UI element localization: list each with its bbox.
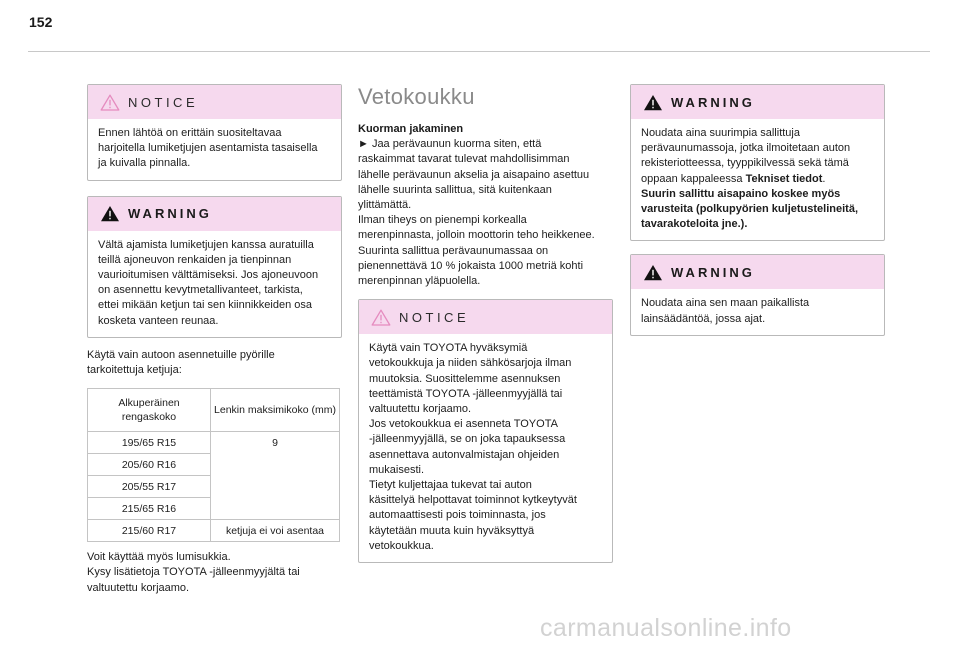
text-line: mukaisesti. xyxy=(369,463,425,476)
text-line: Kysy lisätietoja TOYOTA -jälleenmyyjältä tai xyxy=(87,566,300,579)
intro-text xyxy=(87,348,342,378)
notice-label: NOTICE xyxy=(399,309,470,325)
warning-label: WARNING xyxy=(128,206,212,222)
column-header: Alkuperäinen rengaskoko xyxy=(88,389,211,432)
text-span: oppaan kappaleessa xyxy=(641,172,746,185)
text-line: Vältä ajamista lumiketjujen kanssa auratuilla xyxy=(98,238,314,251)
warning-text xyxy=(631,119,884,240)
header-divider xyxy=(28,51,930,52)
text-line: harjoitella lumiketjujen asentamista tasaisella xyxy=(98,142,318,155)
text-line: tavarakoteloita jne.). xyxy=(641,218,748,231)
warning-triangle-outline-icon xyxy=(100,94,120,111)
text-line: valtuutettu korjaamo. xyxy=(87,581,190,594)
text-line: vaurioitumisen välttämiseksi. Jos ajoneuvoon xyxy=(98,269,319,282)
table-row xyxy=(88,432,340,454)
text-line: raskaimmat tavarat tulevat mahdollisimman xyxy=(358,153,570,166)
text-line: Noudata aina sen maan paikallista xyxy=(641,297,810,310)
text-line: ► Jaa perävaunun kuorma siten, että xyxy=(358,138,542,151)
text-line: vetokoukkua. xyxy=(369,539,434,552)
text-line: Ilman tiheys on pienempi korkealla xyxy=(358,214,527,227)
text-line: rekisteriotteessa, tyyppikilvessä sekä tämä xyxy=(641,157,849,170)
warning-header xyxy=(631,255,884,289)
text-line: ja kuivalla pinnalla. xyxy=(98,157,191,170)
text-line: ettei mikään ketjun tai sen kiinnikkeiden osa xyxy=(98,299,313,312)
table-row xyxy=(88,520,340,542)
warning-header xyxy=(88,197,341,231)
text-line: Käytä vain TOYOTA hyväksymiä xyxy=(369,342,528,355)
snow-chain-table xyxy=(87,388,340,542)
text-line: valtuutettu korjaamo. xyxy=(369,403,472,416)
tire-size-cell: 205/60 R16 xyxy=(88,454,211,476)
text-line: Noudata aina suurimpia sallittuja xyxy=(641,127,800,139)
text-line: Jos vetokoukkua ei asenneta TOYOTA xyxy=(369,418,558,431)
table-header-row xyxy=(88,389,340,432)
text-line: -jälleenmyyjällä, se on joka tapauksessa xyxy=(369,433,566,446)
notice-text xyxy=(359,334,612,562)
tire-size-cell: 195/65 R15 xyxy=(88,432,211,454)
warning-label: WARNING xyxy=(671,264,755,280)
text-line: Suurinta sallittua perävaunumassaa on xyxy=(358,244,549,257)
warning-box xyxy=(630,254,885,335)
notice-header xyxy=(88,85,341,119)
subheading: Kuorman jakaminen xyxy=(358,123,464,135)
text-line: lähelle perävaunun akselia ja aisapaino asettuu xyxy=(358,168,590,181)
notice-header xyxy=(359,300,612,334)
text-line: Voit käyttää myös lumisukkia. xyxy=(87,551,231,564)
text-line: Tietyt kuljettajaa tukevat tai auton xyxy=(369,479,532,492)
text-line: käsittelyä helpottavat toiminnot kytkeytyvät xyxy=(369,494,577,507)
tire-size-cell: 215/60 R17 xyxy=(88,520,211,542)
text-line: vetokoukkuja ja niiden sähkösarjoja ilman xyxy=(369,357,572,370)
right-column xyxy=(630,84,885,336)
tire-size-cell: 205/55 R17 xyxy=(88,476,211,498)
notice-box xyxy=(358,299,613,563)
warning-triangle-filled-icon xyxy=(643,264,663,281)
max-link-size-cell: 9 xyxy=(211,432,340,520)
towing-body-text xyxy=(358,137,613,289)
text-line: asennettava autonvalmistajan ohjeiden xyxy=(369,448,560,461)
page-number: 152 xyxy=(29,14,53,30)
text-line: Ennen lähtöä on erittäin suositeltavaa xyxy=(98,127,282,139)
text-line: Käytä vain autoon asennetuille pyörille xyxy=(87,348,275,361)
text-line: teillä ajoneuvon renkaiden ja tienpinnan xyxy=(98,253,292,266)
text-line: ylittämättä. xyxy=(358,199,412,212)
text-line: perävaunumassoja, jotka ilmoitetaan auton xyxy=(641,142,851,155)
text-line: käytetään muuta kuin hyväksyttyä xyxy=(369,524,535,537)
text-line: varusteita (polkupyörien kuljetustelineitä, xyxy=(641,203,858,216)
notice-text xyxy=(88,119,341,180)
section-title: Vetokoukku xyxy=(358,84,475,109)
warning-triangle-outline-icon xyxy=(371,309,391,326)
text-line: muutoksia. Suosittelemme asennuksen xyxy=(369,372,561,385)
middle-column xyxy=(358,84,613,563)
warning-header xyxy=(631,85,884,119)
text-line: merenpinnan yläpuolella. xyxy=(358,275,481,288)
left-column xyxy=(87,84,342,596)
warning-box xyxy=(630,84,885,241)
watermark: carmanualsonline.info xyxy=(540,614,792,642)
text-span: . xyxy=(822,172,826,185)
outro-text xyxy=(87,550,342,596)
text-line: lähelle suurinta sallittua, sitä kuitenkaan xyxy=(358,183,552,196)
text-line xyxy=(641,172,874,187)
warning-label: WARNING xyxy=(671,94,755,110)
text-line: automaattisesti pois toiminnasta, jos xyxy=(369,509,546,522)
warning-text xyxy=(631,289,884,334)
text-line: pienennettävä 10 % jokaista 1000 metriä kohti xyxy=(358,259,584,272)
max-link-size-cell: ketjuja ei voi asentaa xyxy=(211,520,340,542)
notice-box xyxy=(87,84,342,181)
column-header: Lenkin maksimikoko (mm) xyxy=(211,389,340,432)
text-line: merenpinnasta, jolloin moottorin teho heikkenee. xyxy=(358,229,595,242)
text-line: lainsäädäntöä, jossa ajat. xyxy=(641,312,766,325)
text-line: Suurin sallittu aisapaino koskee myös xyxy=(641,187,841,200)
text-line: teettämistä TOYOTA -jälleenmyyjällä tai xyxy=(369,387,563,400)
text-line: on asennettu kevytmetallivanteet, tarkista, xyxy=(98,284,303,297)
cross-reference: Tekniset tiedot xyxy=(745,172,823,185)
warning-triangle-filled-icon xyxy=(643,94,663,111)
warning-box xyxy=(87,196,342,338)
notice-label: NOTICE xyxy=(128,94,199,110)
warning-triangle-filled-icon xyxy=(100,205,120,222)
text-line: tarkoitettuja ketjuja: xyxy=(87,364,182,377)
tire-size-cell: 215/65 R16 xyxy=(88,498,211,520)
text-line: kosketa vanteen reunaa. xyxy=(98,314,219,327)
warning-text xyxy=(88,231,341,337)
